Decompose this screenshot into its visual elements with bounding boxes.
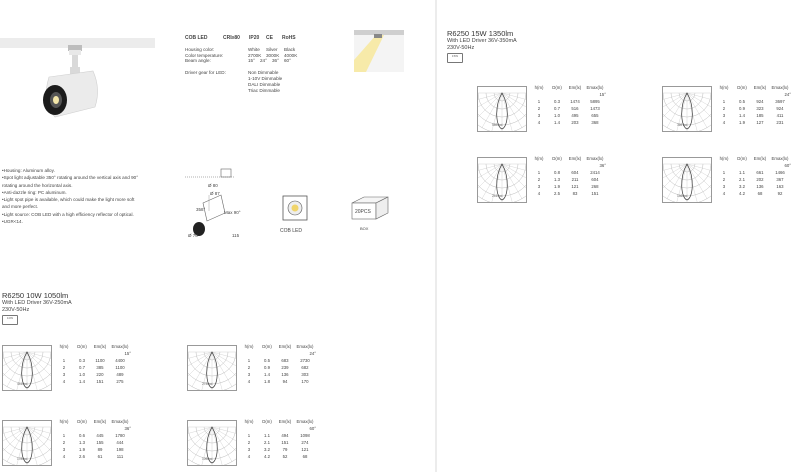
table-cell: 3	[722, 184, 726, 189]
feature-item: •Housing: Aluminum alloy.	[2, 168, 55, 173]
table-cell: 203	[571, 120, 579, 125]
spec-header-ce: CE	[266, 35, 273, 41]
table-cell: 5895	[590, 99, 600, 104]
beam-angle: 36°	[124, 426, 131, 431]
table-header: h(m)	[534, 85, 544, 90]
dim-angle: 358°	[196, 207, 206, 212]
table-cell: 3	[62, 372, 66, 377]
table-cell: 79	[282, 447, 288, 452]
packing-box-icon	[350, 195, 390, 221]
table-cell: 303	[301, 372, 309, 377]
table-header: Em(lx)	[568, 156, 582, 161]
table-cell: 275	[116, 379, 124, 384]
table-cell: 3	[537, 113, 541, 118]
table-cell: 1.0	[554, 113, 560, 118]
table-cell: 198	[116, 447, 124, 452]
table-cell: 0.5	[739, 99, 745, 104]
model-15w-driver: With LED Driver 36V-350mA	[447, 38, 517, 44]
table-cell: 661	[756, 170, 764, 175]
table-row	[530, 183, 608, 190]
table-header: Em(lx)	[753, 85, 767, 90]
table-row	[55, 371, 133, 378]
table-cell: 4	[537, 120, 541, 125]
table-cell: 155	[96, 440, 104, 445]
table-cell: 2	[537, 177, 541, 182]
table-header: Em(lx)	[278, 344, 292, 349]
table-cell: 411	[776, 113, 784, 118]
driver-label: Driver gear for LED:	[185, 70, 226, 76]
table-cell: 682	[301, 365, 309, 370]
model-15w-header	[447, 30, 517, 63]
table-cell: 0.8	[554, 170, 560, 175]
polar-peak-label: 4410cd	[17, 382, 28, 386]
table-cell: 1.9	[554, 184, 560, 189]
table-cell: 1	[722, 170, 726, 175]
model-10w-driver: With LED Driver 36V-250mA	[2, 300, 72, 306]
polar-chart	[662, 86, 712, 132]
table-row	[240, 432, 318, 439]
table-cell: 2	[537, 106, 541, 111]
driver-value: DALI Dimmable	[248, 81, 281, 87]
table-cell: 121	[301, 447, 309, 452]
model-15w-title: R6250 15W 1350lm	[447, 29, 514, 38]
table-cell: 0.3	[79, 358, 85, 363]
table-header: h(m)	[59, 344, 69, 349]
table-header: D(m)	[262, 344, 272, 349]
table-cell: 185	[756, 113, 764, 118]
table-header: D(m)	[262, 419, 272, 424]
dim-d80: Ø 80	[208, 183, 218, 188]
table-cell: 1.4	[79, 379, 85, 384]
table-header: Emax(lx)	[111, 344, 129, 349]
table-row	[715, 183, 793, 190]
table-cell: 202	[756, 177, 764, 182]
table-row	[530, 169, 608, 176]
table-cell: 1.9	[79, 447, 85, 452]
table-cell: 368	[591, 120, 599, 125]
cob-led-icon	[282, 195, 308, 221]
table-row	[55, 432, 133, 439]
table-cell: 1.4	[739, 113, 745, 118]
table-cell: 2414	[590, 170, 600, 175]
table-cell: 0.5	[264, 358, 270, 363]
table-cell: 52	[282, 454, 288, 459]
table-cell: 220	[96, 372, 104, 377]
table-cell: 136	[281, 372, 289, 377]
temp-value: 2700K	[248, 52, 262, 58]
table-cell: 3.2	[264, 447, 270, 452]
illuminance-table	[240, 418, 318, 460]
table-cell: 2	[722, 177, 726, 182]
table-header: h(m)	[534, 156, 544, 161]
table-cell: 1	[537, 99, 541, 104]
table-cell: 61	[97, 454, 103, 459]
table-cell: 4	[62, 379, 66, 384]
table-row	[55, 364, 133, 371]
table-cell: 4	[247, 454, 251, 459]
feature-item: •Light source: COB LED with a high efficiency reflector of optical.	[2, 211, 134, 217]
illuminance-table	[530, 155, 608, 197]
table-row	[240, 364, 318, 371]
polar-chart	[187, 420, 237, 466]
model-10w-header	[2, 292, 72, 325]
table-row	[530, 190, 608, 197]
table-cell: 444	[116, 440, 124, 445]
table-cell: 0.7	[79, 365, 85, 370]
table-cell: 516	[571, 106, 579, 111]
polar-chart	[187, 345, 237, 391]
table-cell: 83	[572, 191, 578, 196]
beam-angle: 60°	[309, 426, 316, 431]
table-cell: 1098	[300, 433, 310, 438]
table-cell: 1	[247, 358, 251, 363]
table-header: D(m)	[552, 85, 562, 90]
table-header: D(m)	[77, 344, 87, 349]
table-row	[715, 169, 793, 176]
model-10w-title: R6250 10W 1050lm	[2, 291, 69, 300]
table-cell: 4400	[115, 358, 125, 363]
table-row	[240, 439, 318, 446]
table-header: D(m)	[737, 85, 747, 90]
feature-list	[2, 167, 162, 225]
illuminance-table	[55, 418, 133, 460]
feature-item: and more perfect.	[2, 204, 39, 210]
table-cell: 655	[591, 113, 599, 118]
table-cell: 924	[756, 99, 764, 104]
polar-peak-label: 1098cd	[202, 457, 213, 461]
polar-chart	[2, 420, 52, 466]
table-cell: 2.5	[554, 191, 560, 196]
table-header: h(m)	[719, 156, 729, 161]
table-row	[715, 105, 793, 112]
table-header: h(m)	[719, 85, 729, 90]
illuminance-table	[715, 84, 793, 126]
table-cell: 1.8	[264, 379, 270, 384]
polar-peak-label: 2730cd	[202, 382, 213, 386]
model-10w-voltage: 230V-50Hz	[2, 306, 30, 313]
dim-d87: Ø 87	[210, 191, 220, 196]
table-header: Em(lx)	[278, 419, 292, 424]
table-header: Emax(lx)	[111, 419, 129, 424]
beam-value: 15°	[248, 58, 255, 64]
table-row	[240, 357, 318, 364]
model-15w-voltage: 230V-50Hz	[447, 44, 475, 51]
table-header: D(m)	[737, 156, 747, 161]
illuminance-table	[240, 343, 318, 385]
table-row	[55, 378, 133, 385]
table-header: Emax(lx)	[296, 419, 314, 424]
table-cell: 4	[722, 191, 726, 196]
box-label: BOX	[360, 226, 369, 231]
table-cell: 323	[756, 106, 764, 111]
table-cell: 94	[282, 379, 288, 384]
table-row	[240, 378, 318, 385]
table-header: D(m)	[552, 156, 562, 161]
table-cell: 495	[571, 113, 579, 118]
table-cell: 1.4	[264, 372, 270, 377]
table-cell: 163	[776, 184, 784, 189]
table-cell: 170	[301, 379, 309, 384]
beam-value: 24°	[260, 58, 267, 64]
table-cell: 3	[62, 447, 66, 452]
power-icon: 15W	[447, 53, 463, 63]
table-cell: 3	[247, 447, 251, 452]
table-cell: 367	[776, 177, 784, 182]
table-cell: 3.2	[739, 184, 745, 189]
table-cell: 604	[591, 177, 599, 182]
driver-value: 1-10V Dimmable	[248, 75, 283, 81]
illuminance-table	[55, 343, 133, 385]
table-cell: 2	[722, 106, 726, 111]
power-icon: 10W	[2, 315, 18, 325]
table-cell: 231	[776, 120, 784, 125]
table-cell: 268	[591, 184, 599, 189]
feature-item: •Anti-dazzle ring: PC aluminum.	[2, 189, 67, 195]
table-row	[55, 439, 133, 446]
table-cell: 1	[62, 358, 66, 363]
beam-value: 60°	[284, 58, 291, 64]
table-cell: 239	[281, 365, 289, 370]
table-header: Em(lx)	[93, 344, 107, 349]
beam-value: 36°	[272, 58, 279, 64]
polar-peak-label: 1466cd	[677, 194, 688, 198]
table-cell: 121	[571, 184, 579, 189]
table-cell: 1.1	[739, 170, 745, 175]
table-cell: 2	[247, 440, 251, 445]
table-cell: 1	[537, 170, 541, 175]
table-cell: 151	[591, 191, 599, 196]
table-header: Em(lx)	[568, 85, 582, 90]
table-cell: 4	[62, 454, 66, 459]
table-row	[715, 119, 793, 126]
pcs-label: 20PCS	[355, 209, 371, 215]
beam-label: Beam angle:	[185, 58, 211, 64]
table-cell: 3	[722, 113, 726, 118]
dim-d70: Ø 70	[188, 233, 198, 238]
table-cell: 1	[62, 433, 66, 438]
table-cell: 1473	[590, 106, 600, 111]
table-cell: 111	[116, 454, 124, 459]
table-cell: 924	[776, 106, 784, 111]
table-header: h(m)	[59, 419, 69, 424]
table-cell: 1466	[775, 170, 785, 175]
table-cell: 4.2	[264, 454, 270, 459]
driver-value: Non Dimmable	[248, 70, 279, 76]
driver-value: Triac Dimmable	[248, 87, 280, 93]
table-cell: 92	[777, 191, 783, 196]
table-cell: 4	[537, 191, 541, 196]
polar-chart	[477, 157, 527, 203]
spec-table	[185, 36, 302, 93]
table-row	[240, 371, 318, 378]
feature-item: rotating around the horizontal axis.	[2, 182, 73, 188]
table-row	[55, 453, 133, 460]
table-cell: 1.3	[79, 440, 85, 445]
table-cell: 2730	[300, 358, 310, 363]
illuminance-table	[530, 84, 608, 126]
table-cell: 68	[757, 191, 763, 196]
polar-chart	[477, 86, 527, 132]
table-cell: 1474	[570, 99, 580, 104]
table-cell: 1	[247, 433, 251, 438]
polar-peak-label: 1780cd	[17, 457, 28, 461]
beam-angle: 15°	[124, 351, 131, 356]
table-cell: 4.2	[739, 191, 745, 196]
table-header: h(m)	[244, 419, 254, 424]
table-row	[530, 119, 608, 126]
table-cell: 274	[301, 440, 309, 445]
table-cell: 385	[96, 365, 104, 370]
illuminance-table	[715, 155, 793, 197]
table-cell: 127	[756, 120, 764, 125]
table-row	[530, 98, 608, 105]
table-row	[715, 98, 793, 105]
polar-chart	[662, 157, 712, 203]
housing-label: Housing color:	[185, 46, 215, 52]
table-row	[530, 105, 608, 112]
temp-value: 3000K	[266, 52, 280, 58]
table-cell: 2	[62, 440, 66, 445]
right-page	[437, 0, 800, 472]
temp-label: Color temperature:	[185, 52, 224, 58]
table-row	[715, 190, 793, 197]
table-cell: 2	[247, 365, 251, 370]
table-cell: 2	[62, 365, 66, 370]
beam-angle: 24°	[784, 92, 791, 97]
table-cell: 136	[756, 184, 764, 189]
spec-header-rohs: RoHS	[282, 35, 296, 41]
table-cell: 683	[281, 358, 289, 363]
table-cell: 3697	[775, 99, 785, 104]
table-cell: 89	[97, 447, 103, 452]
table-cell: 151	[96, 379, 104, 384]
table-cell: 4	[722, 120, 726, 125]
table-header: Emax(lx)	[771, 85, 789, 90]
table-cell: 1780	[115, 433, 125, 438]
feature-item: •UGR<14.	[2, 219, 23, 225]
table-cell: 1.3	[554, 177, 560, 182]
polar-peak-label: 5895cd	[492, 123, 503, 127]
table-cell: 211	[571, 177, 579, 182]
table-row	[530, 112, 608, 119]
table-cell: 3	[247, 372, 251, 377]
table-cell: 1.0	[79, 372, 85, 377]
table-row	[715, 112, 793, 119]
table-cell: 445	[96, 433, 104, 438]
feature-item: •Light spot pipe is available, which could make the light more soft	[2, 197, 135, 203]
table-cell: 0.6	[79, 433, 85, 438]
spec-header-ip: IP20	[249, 35, 260, 41]
table-cell: 0.7	[554, 106, 560, 111]
housing-value: White	[248, 46, 260, 52]
table-header: h(m)	[244, 344, 254, 349]
table-cell: 0.9	[264, 365, 270, 370]
table-row	[530, 176, 608, 183]
beam-angle: 15°	[599, 92, 606, 97]
table-row	[55, 446, 133, 453]
table-row	[715, 176, 793, 183]
table-cell: 1100	[95, 358, 105, 363]
table-cell: 489	[116, 372, 124, 377]
table-cell: 494	[281, 433, 289, 438]
product-photo	[35, 45, 110, 125]
table-cell: 1.9	[739, 120, 745, 125]
table-header: Emax(lx)	[771, 156, 789, 161]
spec-header-cri: CRI≥80	[223, 35, 240, 41]
beam-angle: 36°	[599, 163, 606, 168]
dim-max: Max 90°	[224, 210, 241, 215]
table-header: Emax(lx)	[586, 85, 604, 90]
housing-value: Black	[284, 46, 296, 52]
table-header: D(m)	[77, 419, 87, 424]
table-header: Em(lx)	[753, 156, 767, 161]
spec-header-cob: COB LED	[185, 35, 208, 41]
dim-h115: 115	[232, 233, 240, 238]
table-cell: 1.4	[554, 120, 560, 125]
table-header: Emax(lx)	[296, 344, 314, 349]
table-cell: 1100	[115, 365, 125, 370]
table-row	[240, 453, 318, 460]
beam-illustration	[354, 30, 404, 72]
table-cell: 3	[537, 184, 541, 189]
table-cell: 68	[302, 454, 308, 459]
table-header: Emax(lx)	[586, 156, 604, 161]
table-cell: 4	[247, 379, 251, 384]
polar-chart	[2, 345, 52, 391]
table-row	[240, 446, 318, 453]
beam-angle: 60°	[784, 163, 791, 168]
table-cell: 0.3	[554, 99, 560, 104]
housing-value: Silver	[266, 46, 278, 52]
polar-peak-label: 3697cd	[677, 123, 688, 127]
cob-label: COB LED	[280, 228, 302, 234]
table-cell: 0.9	[739, 106, 745, 111]
temp-value: 4000K	[284, 52, 298, 58]
table-cell: 1	[722, 99, 726, 104]
table-cell: 2.1	[739, 177, 745, 182]
feature-item: •Spot light adjustable 350° rotating around the vertical axis and 90°	[2, 175, 139, 181]
beam-angle: 24°	[309, 351, 316, 356]
table-cell: 151	[281, 440, 289, 445]
table-cell: 2.6	[79, 454, 85, 459]
polar-peak-label: 2414cd	[492, 194, 503, 198]
table-row	[55, 357, 133, 364]
table-cell: 2.1	[264, 440, 270, 445]
table-header: Em(lx)	[93, 419, 107, 424]
table-cell: 604	[571, 170, 579, 175]
table-cell: 1.1	[264, 433, 270, 438]
